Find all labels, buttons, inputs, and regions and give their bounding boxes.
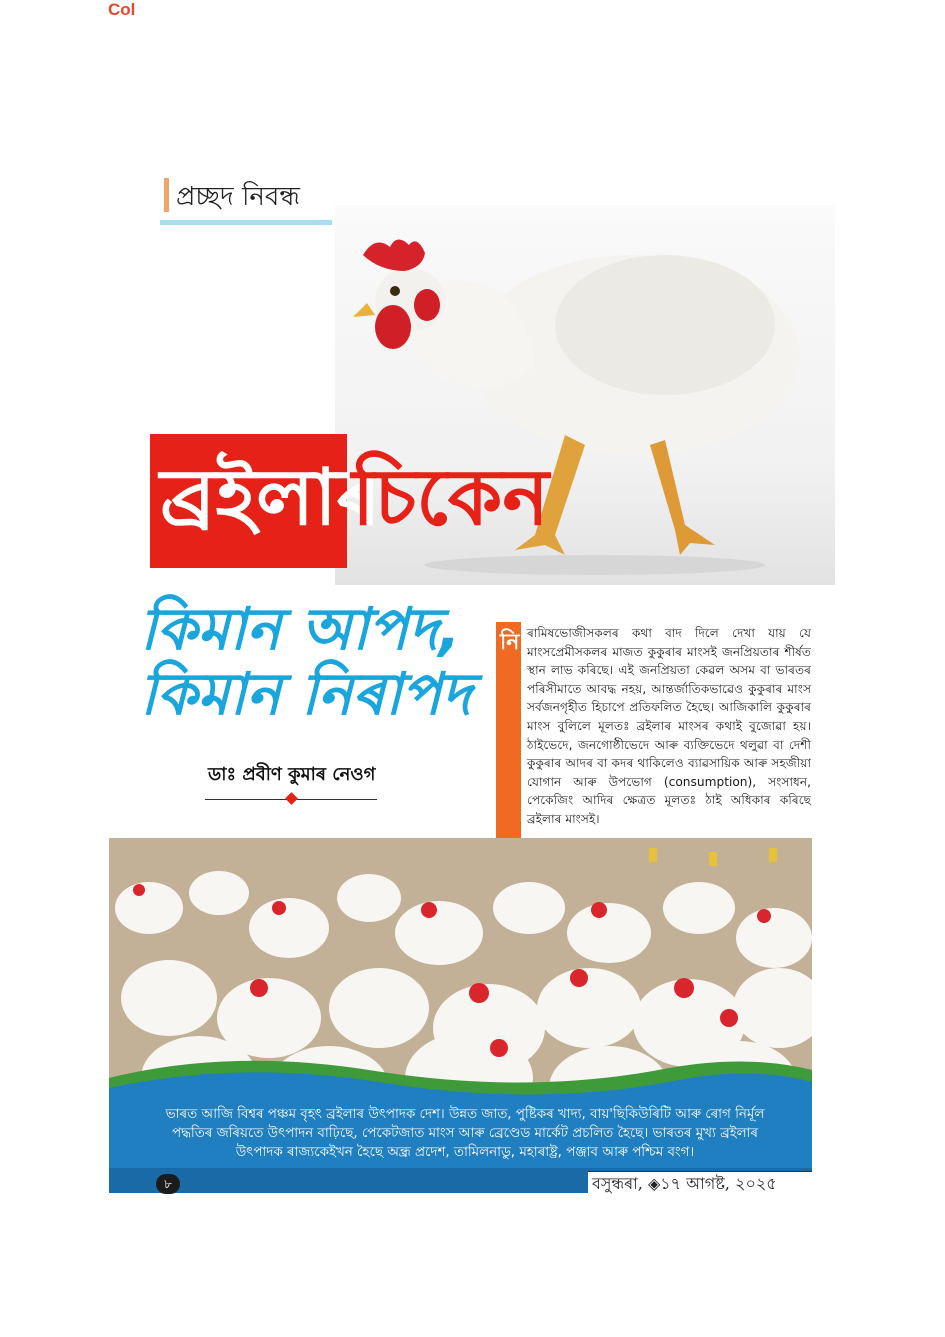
kicker-text: প্ৰচ্ছদ নিবন্ধ [176,182,300,212]
kicker-underline [160,220,332,225]
flock-caption: ভাৰত আজি বিশ্বৰ পঞ্চম বৃহৎ ব্ৰইলাৰ উৎপাদক দেশ। উন্নত জাত, পুষ্টিকৰ খাদ্য, বায়'ছিকিউৰিটি আৰু ৰোগ নিৰ্মূল পদ্ধতিৰ জৰিয়তে উৎপাদন বাঢ়িছে, পেকেটজাত মাংস আৰু ব্ৰেণ্ডেড মাৰ্কেট প্ৰচলিত হৈছে। ভাৰতৰ মুখ্য ব্ৰইলাৰ উৎপাদক ৰাজ্যকেইখন হৈছে অন্ধ্ৰ প্ৰদেশ, তামিলনাডু, মহাৰাষ্ট্ৰ, পঞ্জাব আৰু পশ্চিম বংগ। [165,1107,765,1160]
author-byline: ডাঃ প্ৰবীণ কুমাৰ নেওগ [208,764,376,785]
section-kicker [160,172,332,226]
headline-highlight: ব্ৰইলাৰ [160,453,381,543]
body-dropcap: নি [500,630,520,655]
author-diamond-ornament [285,792,298,805]
kicker-accent-bar [164,178,169,212]
headline-rest: চিকেন [352,453,549,543]
body-paragraph: ৰামিষভোজীসকলৰ কথা বাদ দিলে দেখা যায় যে মাংসপ্ৰেমীসকলৰ মাজত কুকুৰাৰ মাংসই জনপ্ৰিয়তাৰ শীৰ্ষত স্থান লাভ কৰিছে। এই জনপ্ৰিয়তা কেৱল অসম বা ভাৰতৰ পৰিসীমাতে আবদ্ধ নহয়, আন্তৰ্জাতিকভাৱেও কুকুৰাৰ মাংস সৰ্বজনগৃহীত হিচাপে প্ৰতিফলিত হৈছে। আজিকালি কুকুৰাৰ মাংস বুলিলে মূলতঃ ব্ৰইলাৰ মাংসৰ কথাই বুজোৱা হয়। ঠাইভেদে, জনগোষ্ঠীভেদে আৰু ব্যক্তিভেদে থলুৱা বা দেশী কুকুৰাৰ আদৰ বা কদৰ থাকিলেও ব্যাৱসায়িক আৰু সহজীয়া যোগান আৰু উপভোগ (consumption), সংসাধন, পেকেজিং আদিৰ ক্ষেত্ৰত মূলতঃ ঠাই অধিকাৰ কৰিছে ব্ৰইলাৰ মাংসই। [527,626,811,826]
page-number: ৮ [156,1174,180,1194]
publication-footer: বসুন্ধৰা, ◈১৭ আগষ্ট, ২০২৫ [588,1172,812,1196]
subtitle-line-1: কিমান আপদ, [140,595,461,663]
subtitle-line-2: কিমান নিৰাপদ [140,660,472,728]
corner-label: Col [108,0,136,19]
